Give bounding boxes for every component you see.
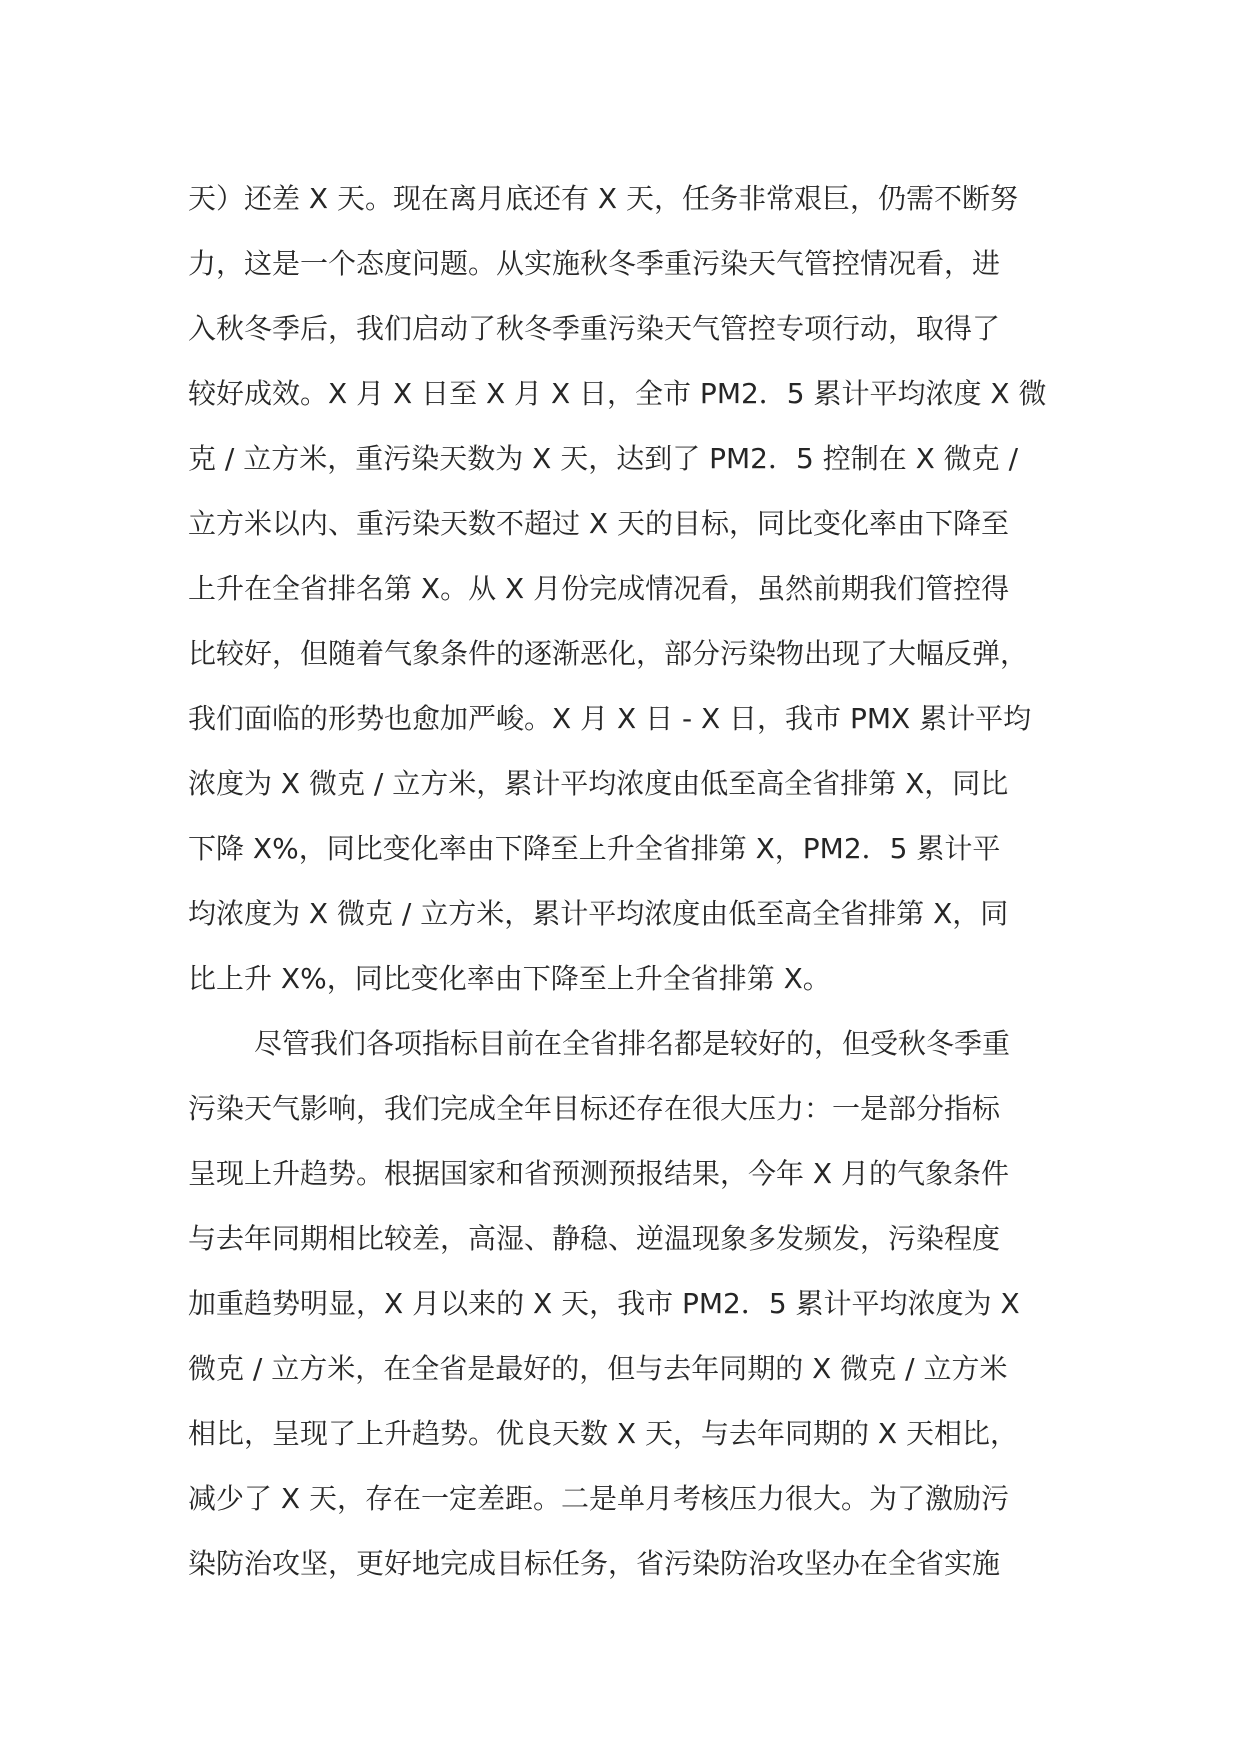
text-line: 力，这是一个态度问题。从实施秋冬季重污染天气管控情况看，进	[188, 247, 1001, 280]
text-line: 呈现上升趋势。根据国家和省预测预报结果，今年 X 月的气象条件	[188, 1157, 1009, 1190]
text-line: 微克 / 立方米，在全省是最好的，但与去年同期的 X 微克 / 立方米	[188, 1352, 1008, 1385]
text-line: 相比，呈现了上升趋势。优良天数 X 天，与去年同期的 X 天相比，	[188, 1417, 1018, 1450]
text-line: 下降 X%，同比变化率由下降至上升全省排第 X，PM2．5 累计平	[188, 832, 1001, 865]
text-line: 我们面临的形势也愈加严峻。X 月 X 日 - X 日，我市 PMX 累计平均	[188, 702, 1032, 735]
text-line: 天）还差 X 天。现在离月底还有 X 天，任务非常艰巨，仍需不断努	[188, 182, 1018, 215]
text-line: 加重趋势明显，X 月以来的 X 天，我市 PM2．5 累计平均浓度为 X	[188, 1287, 1020, 1320]
text-line: 较好成效。X 月 X 日至 X 月 X 日，全市 PM2．5 累计平均浓度 X 微	[188, 377, 1047, 410]
text-line: 与去年同期相比较差，高湿、静稳、逆温现象多发频发，污染程度	[188, 1222, 1001, 1255]
text-line: 上升在全省排名第 X。从 X 月份完成情况看，虽然前期我们管控得	[188, 572, 1010, 605]
text-line: 污染天气影响，我们完成全年目标还存在很大压力：一是部分指标	[188, 1092, 1001, 1125]
text-line: 浓度为 X 微克 / 立方米，累计平均浓度由低至高全省排第 X，同比	[188, 767, 1009, 800]
text-line: 入秋冬季后，我们启动了秋冬季重污染天气管控专项行动，取得了	[188, 312, 1001, 345]
text-line: 比较好，但随着气象条件的逐渐恶化，部分污染物出现了大幅反弹，	[188, 637, 1029, 670]
text-line: 克 / 立方米，重污染天数为 X 天，达到了 PM2．5 控制在 X 微克 /	[188, 442, 1019, 475]
text-line: 立方米以内、重污染天数不超过 X 天的目标，同比变化率由下降至	[188, 507, 1009, 540]
paragraph-start-line: 尽管我们各项指标目前在全省排名都是较好的，但受秋冬季重	[254, 1027, 1011, 1060]
body-text	[188, 166, 1068, 1596]
text-line: 减少了 X 天，存在一定差距。二是单月考核压力很大。为了激励污	[188, 1482, 1009, 1515]
text-line: 均浓度为 X 微克 / 立方米，累计平均浓度由低至高全省排第 X，同	[188, 897, 1009, 930]
text-line: 染防治攻坚，更好地完成目标任务，省污染防治攻坚办在全省实施	[188, 1547, 1001, 1580]
text-line: 比上升 X%，同比变化率由下降至上升全省排第 X。	[188, 962, 831, 995]
